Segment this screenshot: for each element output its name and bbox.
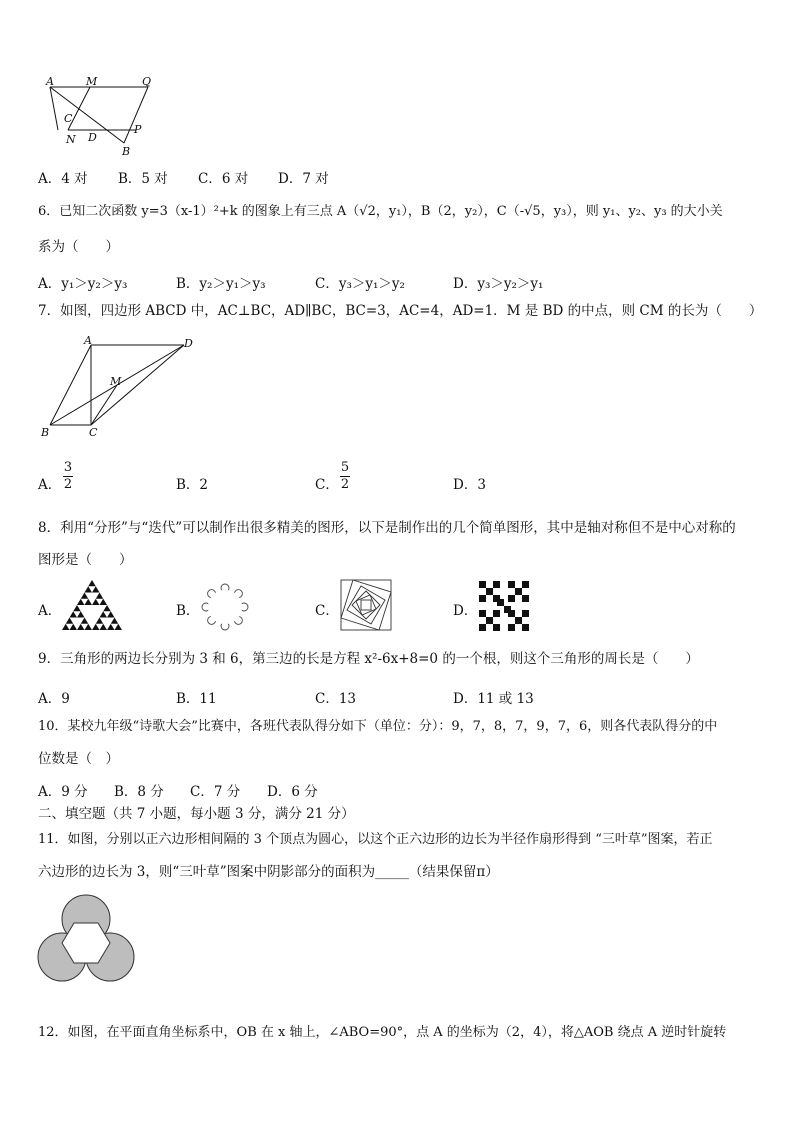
q6-option-b: B．y₂＞y₁＞y₃ (176, 276, 266, 292)
q7-label-a: A (84, 334, 92, 347)
q5-label-b: B (122, 145, 131, 158)
q7-label-c: C (89, 426, 98, 439)
q10-stem-line2: 位数是（ ） (38, 751, 119, 767)
q6-stem-line2: 系为（ ） (38, 239, 119, 255)
q5-label-q: Q (142, 75, 152, 88)
section-heading: 二、填空题（共 7 小题，每小题 3 分，满分 21 分） (38, 806, 355, 822)
q5-label-c: C (64, 112, 73, 125)
q7-option-c-denominator: 2 (340, 477, 350, 493)
q9-option-c: C．13 (315, 691, 357, 707)
q7-option-b: B．2 (176, 477, 209, 493)
q10-option-b: B．8 分 (114, 784, 164, 800)
q7-label-d: D (184, 337, 193, 350)
three-leaf-clover-figure (36, 893, 136, 983)
q5-option-c: C．6 对 (198, 171, 249, 187)
q5-label-m: M (86, 75, 98, 88)
q9-stem: 9．三角形的两边长分别为 3 和 6，第三边的长是方程 x²-6x+8=0 的一个根，则这个三角形的周长是（ ） (38, 651, 699, 667)
nested-squares-icon (340, 579, 392, 631)
q9-option-d: D．11 或 13 (453, 691, 534, 707)
q7-option-d: D．3 (453, 477, 486, 493)
q12-stem-line1: 12．如图，在平面直角坐标系中，OB 在 x 轴上，∠ABO=90°，点 A 的坐标为（2，4），将△AOB 绕点 A 逆时针旋转 (38, 1025, 727, 1040)
q5-option-d: D．7 对 (278, 171, 329, 187)
q7-label-m: M (110, 375, 122, 388)
q6-option-d: D．y₃＞y₂＞y₁ (453, 276, 544, 292)
q6-option-a: A．y₁＞y₂＞y₃ (38, 276, 128, 292)
q6-stem-line1: 6．已知二次函数 y=3（x-1）²+k 的图象上有三点 A（√2，y₁），B（2，y₂），C（-√5，y₃），则 y₁、y₂、y₃ 的大小关 (38, 204, 723, 219)
q8-stem-line1: 8．利用“分形”与“迭代”可以制作出很多精美的图形，以下是制作出的几个简单图形，其中是轴对称但不是中心对称的 (38, 520, 736, 536)
q10-stem-line1: 10．某校九年级“诗歌大会”比赛中，各班代表队得分如下（单位：分）：9，7，8，7，9，7，6，则各代表队得分的中 (38, 719, 718, 734)
q5-label-d: D (88, 131, 97, 144)
q7-option-c-numerator: 5 (340, 460, 350, 475)
q7-option-c-fraction (340, 461, 350, 493)
q5-figure (40, 75, 170, 160)
q7-option-a-numerator: 3 (63, 460, 73, 475)
q8-stem-line2: 图形是（ ） (38, 552, 133, 568)
sierpinski-triangle-icon (62, 580, 122, 630)
q5-label-p: P (134, 123, 142, 136)
q7-figure (38, 335, 208, 440)
q8-option-a-label: A． (38, 603, 62, 619)
q5-label-a: A (46, 75, 54, 88)
q7-option-a-fraction (63, 461, 73, 493)
q7-option-c-prefix: C． (315, 477, 339, 493)
q8-option-c-label: C． (315, 603, 339, 619)
q9-option-a: A．9 (38, 691, 70, 707)
q7-option-a-denominator: 2 (63, 477, 73, 493)
q8-option-d-label: D． (453, 603, 478, 619)
q10-option-d: D．6 分 (267, 784, 318, 800)
q11-stem-line1: 11．如图，分别以正六边形相间隔的 3 个顶点为圆心，以这个正六边形的边长为半径作扇形得到 “三叶草”图案，若正 (38, 832, 713, 847)
q7-label-b: B (41, 426, 50, 439)
q7-option-a-prefix: A． (38, 477, 62, 493)
q10-option-c: C．7 分 (190, 784, 241, 800)
q5-label-n: N (66, 133, 76, 146)
q5-option-a: A．4 对 (38, 171, 88, 187)
q10-option-a: A．9 分 (38, 784, 88, 800)
q5-option-b: B．5 对 (118, 171, 168, 187)
q8-option-b-label: B． (176, 603, 200, 619)
koch-snowflake-icon (200, 582, 250, 632)
q9-option-b: B．11 (176, 691, 217, 707)
q7-stem: 7．如图，四边形 ABCD 中，AC⊥BC，AD∥BC，BC=3，AC=4，AD=1．M 是 BD 的中点，则 CM 的长为（ ） (38, 303, 763, 319)
q11-stem-line2: 六边形的边长为 3，则“三叶草”图案中阴影部分的面积为_____（结果保留π） (38, 864, 499, 880)
checker-x-fractal-icon (479, 581, 529, 631)
q6-option-c: C．y₃＞y₁＞y₂ (315, 276, 405, 292)
